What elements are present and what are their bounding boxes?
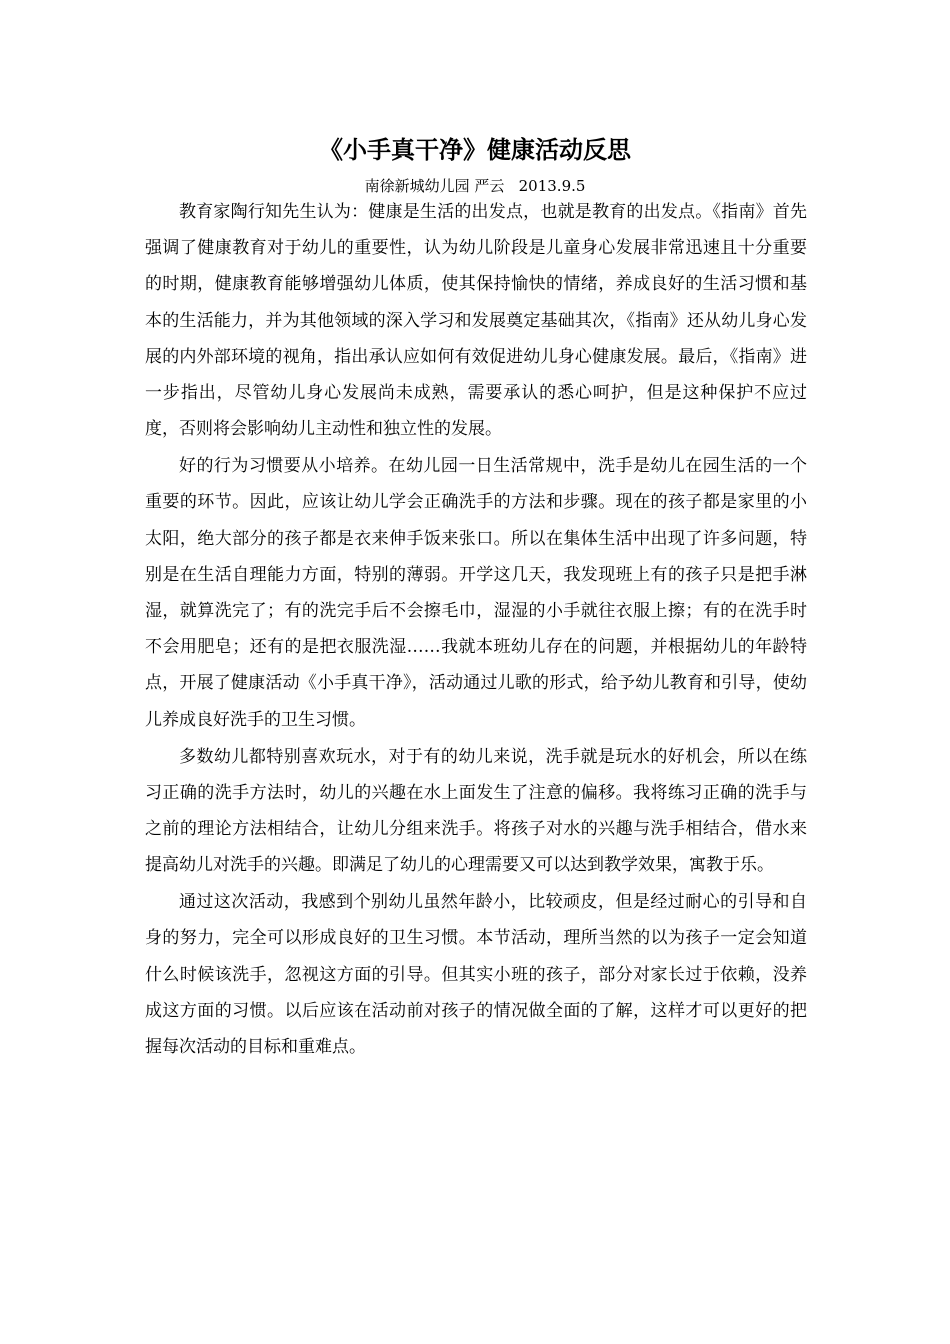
author-byline: 南徐新城幼儿园 严云 2013.9.5 — [364, 177, 586, 195]
document-body — [145, 194, 807, 1065]
paragraph-2: 好的行为习惯要从小培养。在幼儿园一日生活常规中，洗手是幼儿在园生活的一个重要的环节。因此，应该让幼儿学会正确洗手的方法和步骤。现在的孩子都是家里的小太阳，绝大部分的孩子都是衣来伸手饭来张口。所以在集体生活中出现了许多问题，特别是在生活自理能力方面，特别的薄弱。开学这几天，我发现班上有的孩子只是把手淋湿，就算洗完了；有的洗完手后不会擦毛巾，湿湿的小手就往衣服上擦；有的在洗手时不会用肥皂；还有的是把衣服洗湿……我就本班幼儿存在的问题，并根据幼儿的年龄特点，开展了健康活动《小手真干净》，活动通过儿歌的形式，给予幼儿教育和引导，使幼儿养成良好洗手的卫生习惯。 — [145, 456, 807, 730]
paragraph-3: 多数幼儿都特别喜欢玩水，对于有的幼儿来说，洗手就是玩水的好机会，所以在练习正确的洗手方法时，幼儿的兴趣在水上面发生了注意的偏移。我将练习正确的洗手与之前的理论方法相结合，让幼儿分组来洗手。将孩子对水的兴趣与洗手相结合，借水来提高幼儿对洗手的兴趣。即满足了幼儿的心理需要又可以达到教学效果，寓教于乐。 — [145, 746, 807, 876]
paragraph-4: 通过这次活动，我感到个别幼儿虽然年龄小，比较顽皮，但是经过耐心的引导和自身的努力，完全可以形成良好的卫生习惯。本节活动，理所当然的以为孩子一定会知道什么时候该洗手，忽视这方面的引导。但其实小班的孩子，部分对家长过于依赖，没养成这方面的习惯。以后应该在活动前对孩子的情况做全面的了解，这样才可以更好的把握每次活动的目标和重难点。 — [145, 892, 807, 1058]
paragraph-1: 教育家陶行知先生认为：健康是生活的出发点，也就是教育的出发点。《指南》首先强调了健康教育对于幼儿的重要性，认为幼儿阶段是儿童身心发展非常迅速且十分重要的时期，健康教育能够增强幼儿体质，使其保持愉快的情绪，养成良好的生活习惯和基本的生活能力，并为其他领域的深入学习和发展奠定基础其次，《指南》还从幼儿身心发展的内外部环境的视角，指出承认应如何有效促进幼儿身心健康发展。最后，《指南》进一步指出，尽管幼儿身心发展尚未成熟，需要承认的悉心呵护，但是这种保护不应过度，否则将会影响幼儿主动性和独立性的发展。 — [145, 202, 807, 440]
document-title: 《小手真干净》健康活动反思 — [319, 136, 631, 164]
